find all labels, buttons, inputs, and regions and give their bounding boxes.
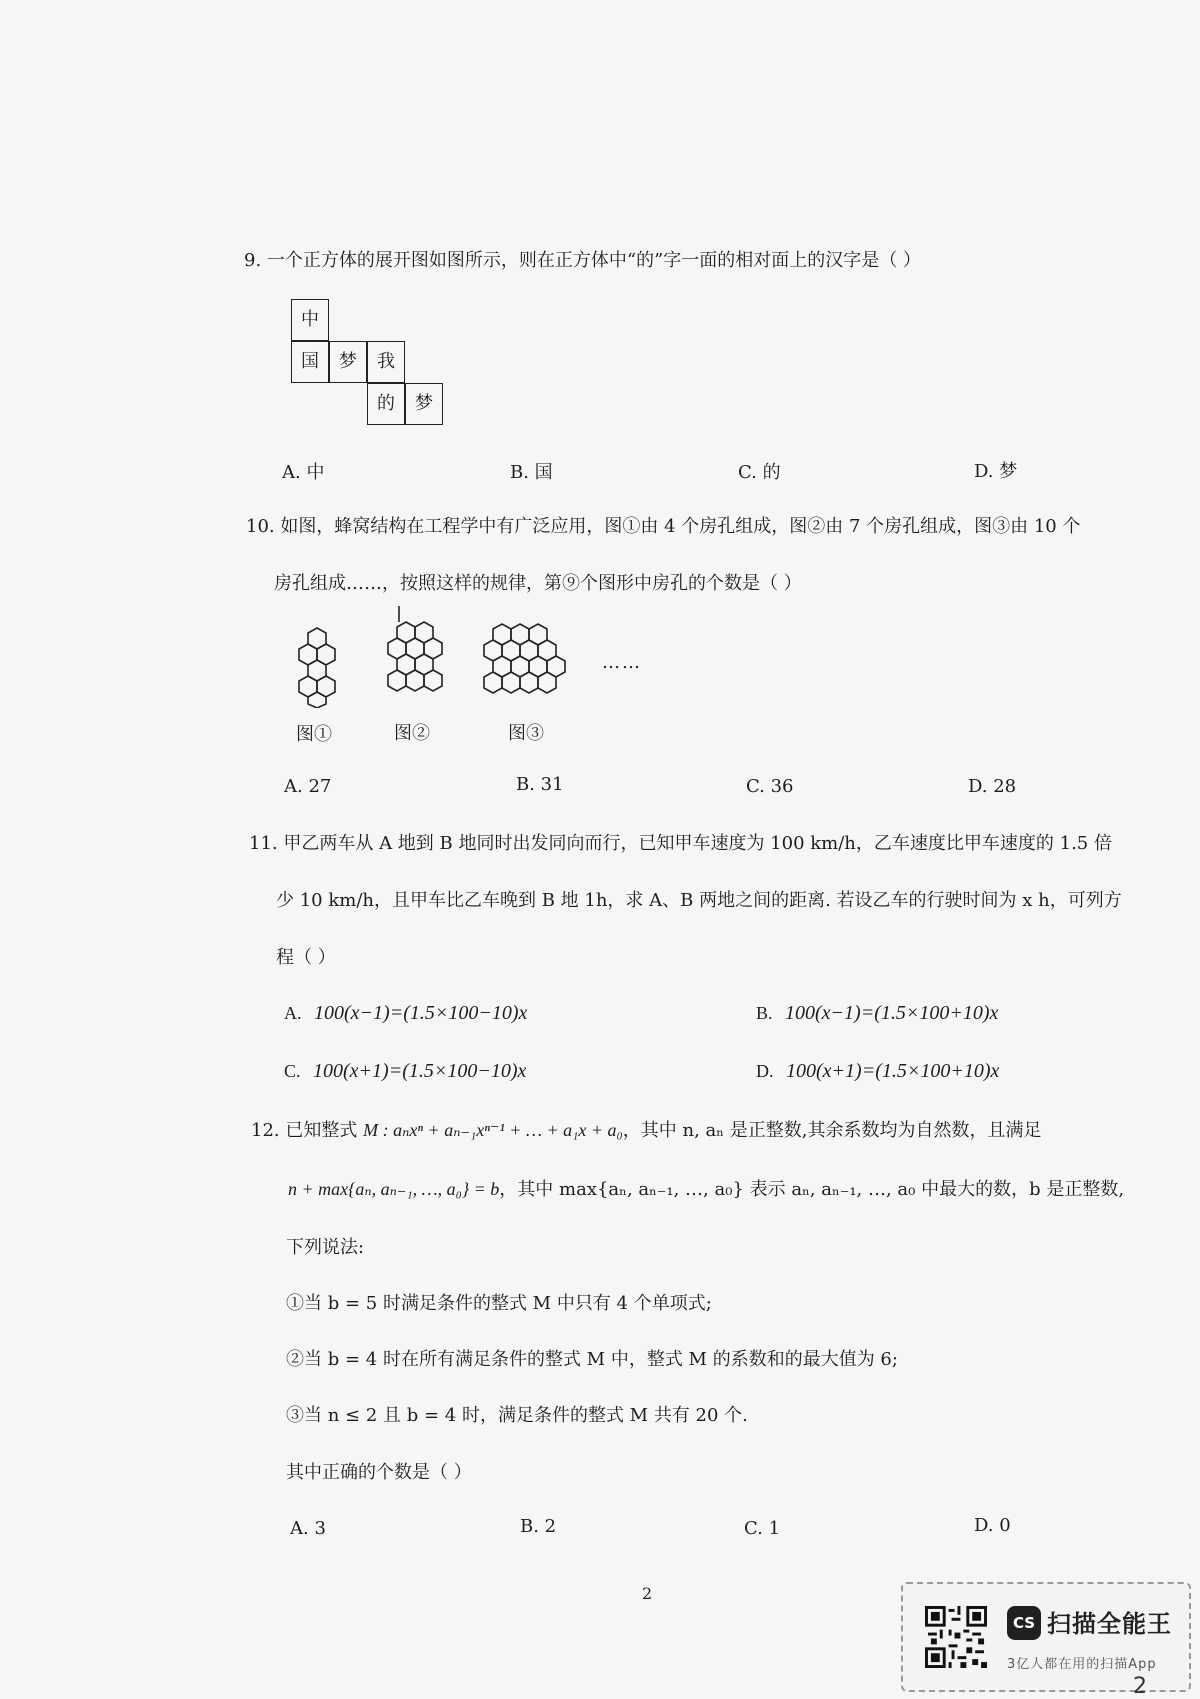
- net-cell-4: 的: [367, 383, 405, 425]
- q12-condition: n + max{aₙ, aₙ₋₁, …, a₀} = b: [288, 1179, 500, 1199]
- figure-3-caption: 图③: [508, 723, 544, 744]
- q11-option-c-formula: 100(x+1)=(1.5×100−10)x: [313, 1060, 527, 1082]
- q11-option-b-formula: 100(x−1)=(1.5×100+10)x: [785, 1002, 999, 1024]
- q10-option-a: A. 27: [284, 776, 332, 797]
- figure-2-caption: 图②: [394, 723, 430, 744]
- watermark-subtitle: 3亿人都在用的扫描App: [1007, 1657, 1157, 1672]
- q11-option-a-label: A.: [284, 1003, 302, 1023]
- q10-line-2: 房孔组成……，按照这样的规律，第⑨个图形中房孔的个数是（ ）: [274, 573, 802, 594]
- q12-option-c: C. 1: [744, 1518, 781, 1539]
- q10-line-1: 10. 如图，蜂窝结构在工程学中有广泛应用，图①由 4 个房孔组成，图②由 7 个房孔组成，图③由 10 个: [246, 516, 1081, 537]
- q12-intro-rest: ，其中 n, aₙ 是正整数,其余系数均为自然数，且满足: [622, 1120, 1042, 1141]
- q9-stem: 9. 一个正方体的展开图如图所示，则在正方体中“的”字一面的相对面上的汉字是（ ）: [244, 250, 922, 271]
- q11-option-d: [756, 1060, 999, 1083]
- figures-ellipsis: ……: [602, 652, 642, 673]
- qr-code-icon: [925, 1606, 987, 1668]
- cube-net-figure: [291, 299, 451, 439]
- q9-option-b: B. 国: [510, 462, 553, 483]
- q9-option-c: C. 的: [738, 462, 781, 483]
- q12-line-1: [251, 1118, 1041, 1143]
- q11-option-a: [284, 1002, 527, 1025]
- q12-option-b: B. 2: [520, 1516, 557, 1537]
- q12-condition-rest: ，其中 max{aₙ, aₙ₋₁, …, a₀} 表示 aₙ, aₙ₋₁, …, a₀ 中最大的数，b 是正整数,: [499, 1179, 1125, 1200]
- q11-option-b-label: B.: [756, 1003, 773, 1023]
- q12-statement-1: ①当 b = 5 时满足条件的整式 M 中只有 4 个单项式;: [286, 1293, 712, 1314]
- net-cell-1: 国: [291, 341, 329, 383]
- figure-1-caption: 图①: [296, 724, 332, 745]
- q12-polynomial: M : aₙxⁿ + aₙ₋₁xⁿ⁻¹ + … + a₁x + a₀: [363, 1120, 623, 1140]
- q12-option-a: A. 3: [290, 1518, 326, 1539]
- q12-question: 其中正确的个数是（ ）: [286, 1462, 472, 1483]
- q9-option-d: D. 梦: [974, 461, 1018, 482]
- honeycomb-figure-1: [288, 622, 346, 708]
- q12-statement-2: ②当 b = 4 时在所有满足条件的整式 M 中，整式 M 的系数和的最大值为 6;: [286, 1349, 898, 1370]
- q10-option-d: D. 28: [968, 776, 1017, 797]
- q11-option-a-formula: 100(x−1)=(1.5×100−10)x: [314, 1002, 528, 1024]
- q11-option-d-label: D.: [756, 1061, 774, 1081]
- q12-line-2: [288, 1177, 1124, 1202]
- q12-line-3: 下列说法:: [286, 1237, 365, 1258]
- q12-intro: 已知整式: [285, 1120, 358, 1141]
- q12-number: 12.: [251, 1120, 280, 1141]
- q11-line-1: 11. 甲乙两车从 A 地到 B 地同时出发同向而行，已知甲车速度为 100 km/h，乙车速度比甲车速度的 1.5 倍: [249, 833, 1112, 854]
- q12-option-d: D. 0: [974, 1515, 1011, 1536]
- q10-option-c: C. 36: [746, 776, 794, 797]
- q11-line-3: 程（ ）: [276, 947, 336, 968]
- net-cell-5: 梦: [405, 383, 443, 425]
- honeycomb-figure-3: [478, 620, 574, 708]
- camscanner-logo-icon: CS: [1007, 1606, 1041, 1640]
- watermark-page-number: 2: [1133, 1674, 1147, 1699]
- scanner-watermark: [901, 1582, 1191, 1692]
- page-number: 2: [642, 1584, 653, 1603]
- honeycomb-figure-2: [376, 606, 454, 708]
- net-cell-2: 梦: [329, 341, 367, 383]
- q9-option-a: A. 中: [282, 462, 325, 483]
- net-cell-3: 我: [367, 341, 405, 383]
- q12-statement-3: ③当 n ≤ 2 且 b = 4 时，满足条件的整式 M 共有 20 个.: [286, 1405, 748, 1426]
- watermark-title: 扫描全能王: [1047, 1610, 1172, 1638]
- q11-line-2: 少 10 km/h，且甲车比乙车晚到 B 地 1h，求 A、B 两地之间的距离. 若设乙车的行驶时间为 x h，可列方: [276, 890, 1122, 911]
- q11-option-c-label: C.: [284, 1061, 301, 1081]
- net-cell-top: 中: [291, 299, 329, 341]
- q10-option-b: B. 31: [516, 774, 564, 795]
- q11-option-c: [284, 1060, 526, 1083]
- q11-option-d-formula: 100(x+1)=(1.5×100+10)x: [786, 1060, 1000, 1082]
- q11-option-b: [756, 1002, 998, 1025]
